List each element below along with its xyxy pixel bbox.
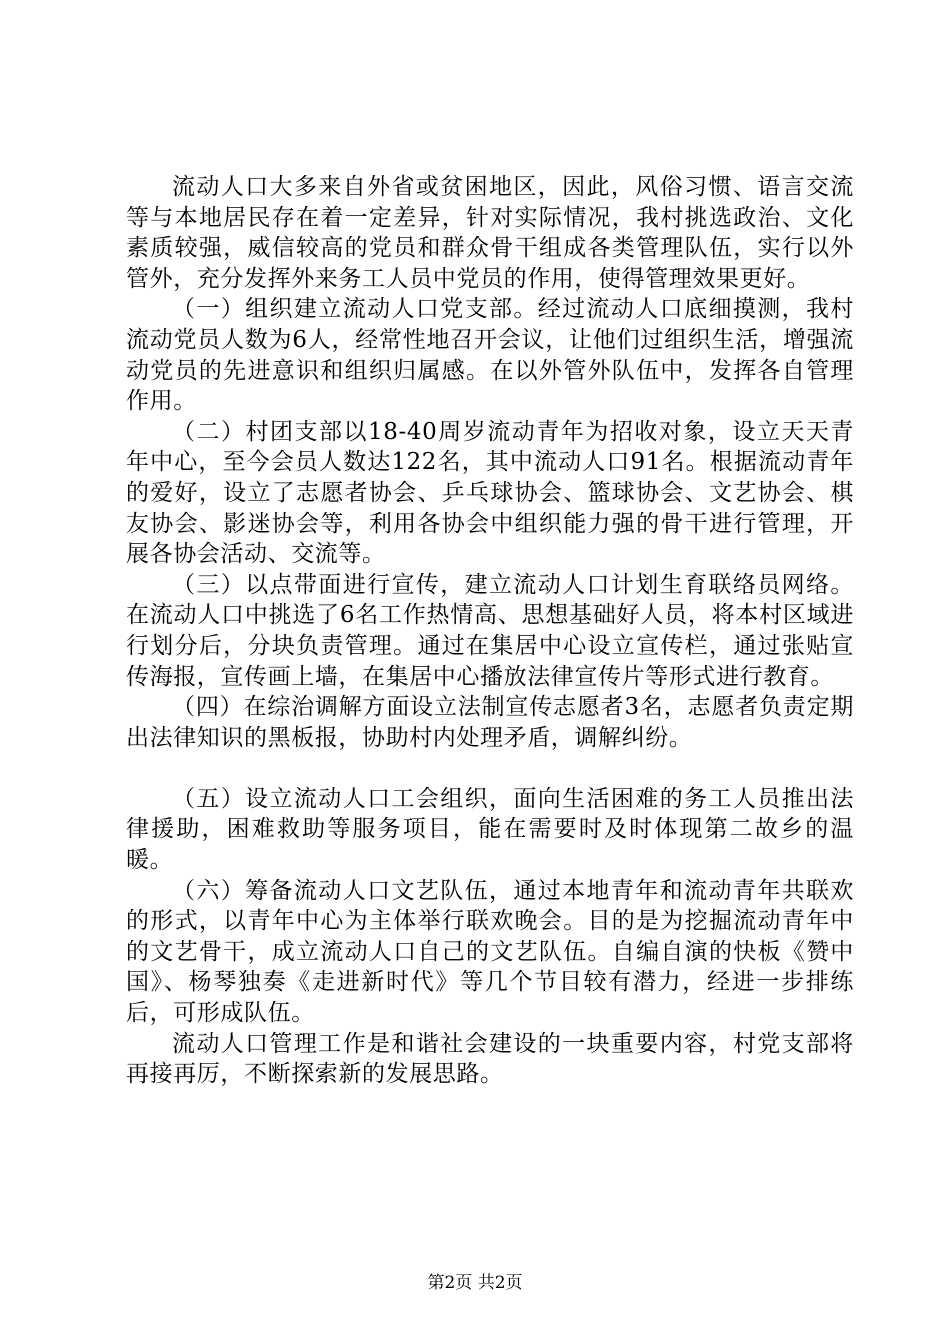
paragraph-item-6: （六）筹备流动人口文艺队伍，通过本地青年和流动青年共联欢的形式，以青年中心为主体举行联欢晚会。目的是为挖掘流动青年中的文艺骨干，成立流动人口自己的文艺队伍。自编自演的快板《赞中国》、杨琴独奏《走进新时代》等几个节目较有潜力，经进一步排练后，可形成队伍。 xyxy=(126,877,854,1027)
page-number-footer: 第2页 共2页 xyxy=(427,1273,523,1293)
paragraph-item-3: （三）以点带面进行宣传，建立流动人口计划生育联络员网络。在流动人口中挑选了6名工作热情高、思想基础好人员，将本村区域进行划分后，分块负责管理。通过在集居中心设立宣传栏，通过张贴宣传海报，宣传画上墙，在集居中心播放法律宣传片等形式进行教育。 xyxy=(126,571,854,690)
paragraph-item-2: （二）村团支部以18-40周岁流动青年为招收对象，设立天天青年中心，至今会员人数达122名，其中流动人口91名。根据流动青年的爱好，设立了志愿者协会、乒乓球协会、篮球协会、文艺协会、棋友协会、影迷协会等，利用各协会中组织能力强的骨干进行管理，开展各协会活动、交流等。 xyxy=(126,418,854,568)
paragraph-item-1: （一）组织建立流动人口党支部。经过流动人口底细摸测，我村流动党员人数为6人，经常性地召开会议，让他们过组织生活，增强流动党员的先进意识和组织归属感。在以外管外队伍中，发挥各自管理作用。 xyxy=(126,296,854,415)
intro-paragraph: 流动人口大多来自外省或贫困地区，因此，风俗习惯、语言交流等与本地居民存在着一定差异，针对实际情况，我村挑选政治、文化素质较强，威信较高的党员和群众骨干组成各类管理队伍，实行以外管外，充分发挥外来务工人员中党员的作用，使得管理效果更好。 xyxy=(126,174,854,292)
paragraph-item-5: （五）设立流动人口工会组织，面向生活困难的务工人员推出法律援助，困难救助等服务项目，能在需要时及时体现第二故乡的温暖。 xyxy=(126,785,854,874)
paragraph-item-4: （四）在综治调解方面设立法制宣传志愿者3名，志愿者负责定期出法律知识的黑板报，协助村内处理矛盾，调解纠纷。 xyxy=(126,694,854,751)
closing-paragraph: 流动人口管理工作是和谐社会建设的一块重要内容，村党支部将再接再厉，不断探索新的发展思路。 xyxy=(126,1030,854,1088)
document-body xyxy=(126,172,854,1090)
